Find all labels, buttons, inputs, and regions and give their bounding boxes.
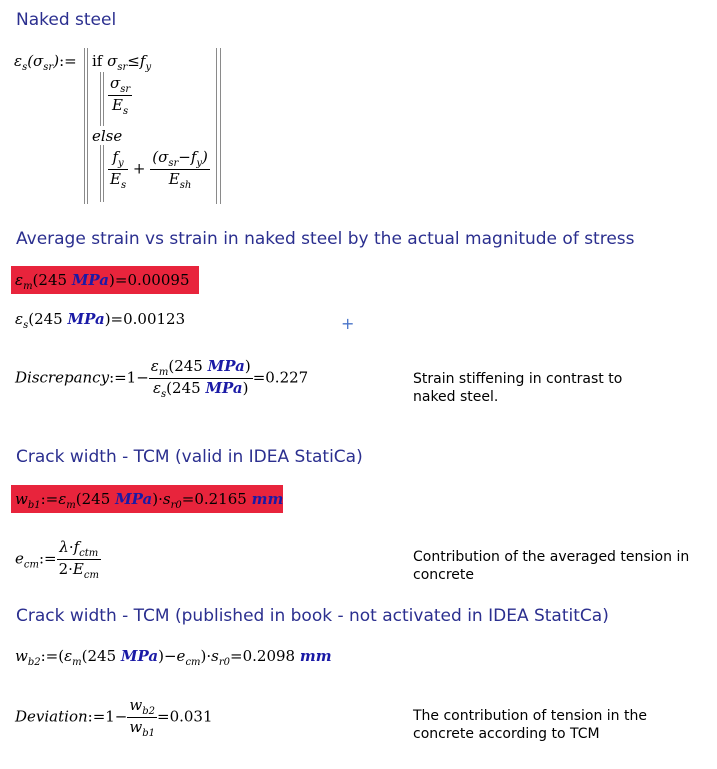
program-bar-outer-2: [87, 48, 88, 204]
strain-function-definition: $\varepsilon_s(\sigma_{sr}):=$: [14, 52, 77, 73]
crack-width-wb1-result: $w_{b1}:=\varepsilon_m(245$ $MPa)\cdot s_{r0}=0.2165$ mm: [11, 485, 283, 513]
ecm-formula: $e_{cm}:=$ $\frac{\lambda\cdot f_{ctm}}{2\cdot E_{cm}}$: [15, 538, 99, 581]
if-branch-fraction: $\frac{\sigma_{sr}}{E_s}$: [110, 74, 131, 117]
program-bar-right: [216, 48, 217, 204]
else-keyword: else: [92, 127, 123, 145]
heading-average-strain: Average strain vs strain in naked steel by the actual magnitude of stress: [16, 229, 635, 249]
else-branch-bar-2: [103, 145, 104, 202]
note-contribution-tcm: The contribution of tension in the concrete according to TCM: [413, 708, 647, 742]
program-bar-right-2: [220, 48, 221, 204]
if-branch-bar-2: [103, 72, 104, 126]
else-branch-expression: $\frac{f_y}{E_s}$ + $\frac{(\sigma_{sr}-f_y)}{E_{sh}}$: [110, 148, 208, 191]
if-condition: if $\sigma_{sr}\le f_y$: [92, 52, 152, 73]
deviation-formula: Deviation:=1− $\frac{w_{b2}}{w_{b1}}$ =0.031: [15, 696, 213, 739]
program-bar-outer: [84, 48, 85, 204]
if-branch-bar: [100, 72, 101, 126]
crosshair-cursor-icon: +: [341, 314, 355, 333]
note-strain-stiffening: Strain stiffening in contrast to naked steel.: [413, 371, 623, 405]
heading-crack-width-tcm: Crack width - TCM (valid in IDEA StatiCa): [16, 447, 363, 467]
note-contribution-averaged: Contribution of the averaged tension in concrete: [413, 549, 690, 583]
discrepancy-formula: Discrepancy:=1− $\frac{\varepsilon_m(245 MPa)}{\varepsilon_s(245 MPa)}$ =0.227: [15, 357, 309, 400]
crack-width-wb2-result: $w_{b2}:=(\varepsilon_m(245$ $MPa)-e_{cm})\cdot s_{r0}=0.2098$ mm: [15, 647, 332, 668]
heading-crack-width-book: Crack width - TCM (published in book - not activated in IDEA StatitCa): [16, 606, 609, 626]
average-strain-result: $\varepsilon_m(245$ MPa)=0.00095: [11, 266, 199, 294]
naked-steel-strain-result: $\varepsilon_s(245$ MPa)=0.00123: [15, 310, 186, 331]
heading-naked-steel: Naked steel: [16, 10, 117, 30]
else-branch-bar: [100, 145, 101, 202]
